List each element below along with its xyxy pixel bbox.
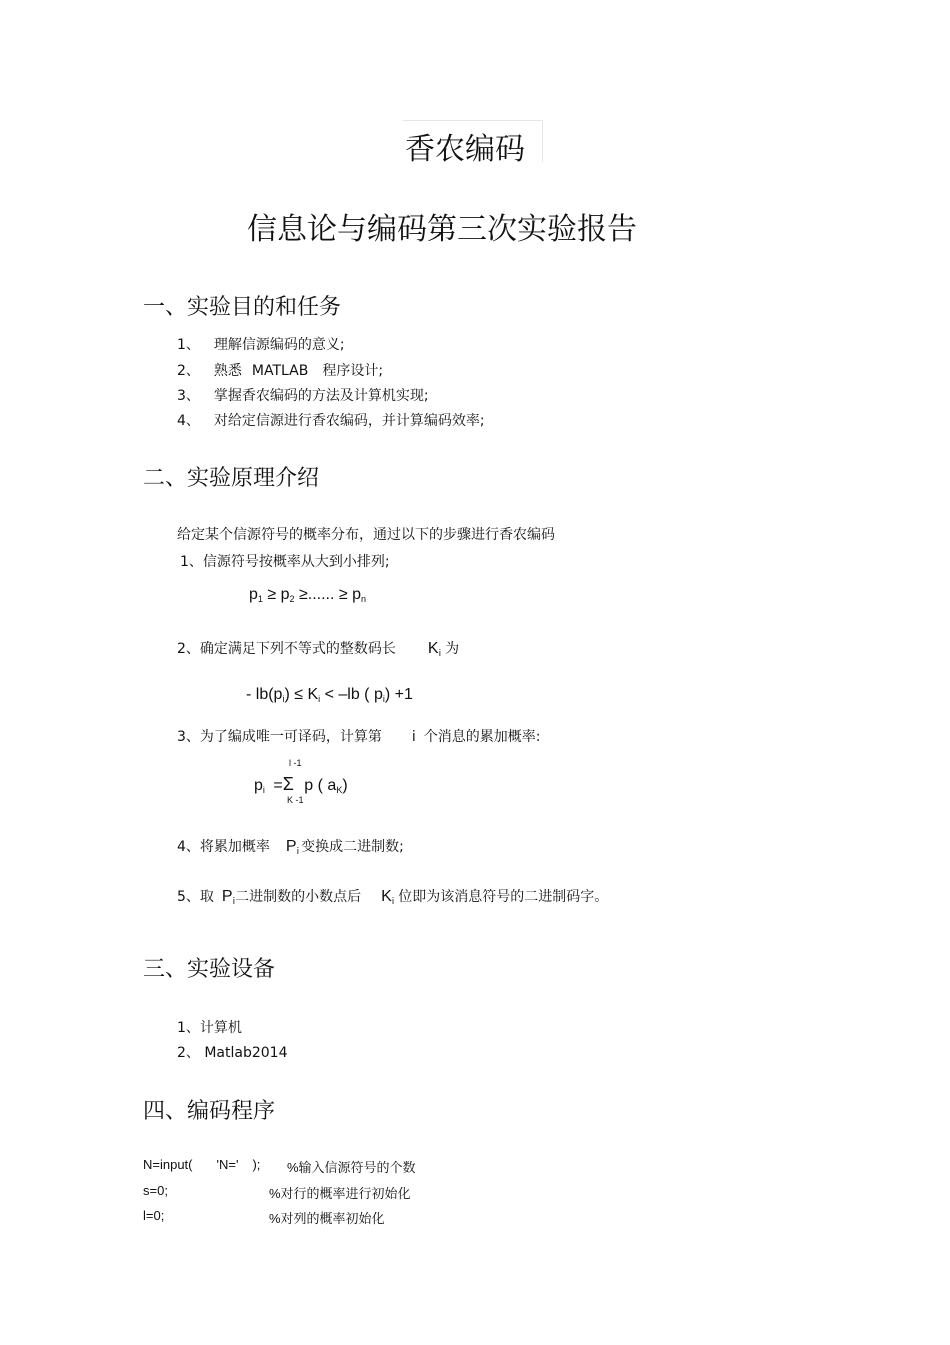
- code-line: N=input( 'N=' );: [143, 1157, 261, 1172]
- list-item: 2、 Matlab2014: [177, 1045, 288, 1061]
- code-comment: %对行的概率进行初始化: [269, 1186, 411, 1201]
- list-item: [177, 410, 485, 430]
- formula-code-length: - $lb(p_i) \le K_i < -lb$ ( $p_i) +1$: [246, 686, 413, 704]
- formula-ordering: $p_1 \ge p_2$ ≥...... ≥ $p_n$: [249, 586, 367, 604]
- section-heading-3: 三、实验设备: [143, 957, 276, 982]
- item-text: MATLAB: [251, 363, 309, 379]
- list-item: [177, 385, 429, 405]
- code-comment: %输入信源符号的个数: [287, 1160, 416, 1175]
- code-comment: %对列的概率初始化: [269, 1211, 385, 1226]
- list-item: [177, 334, 345, 354]
- sum-upper-limit: l -1: [289, 758, 302, 768]
- item-number: 3、: [177, 388, 200, 404]
- item-text: 熟悉: [213, 363, 242, 379]
- step-1: 1、信源符号按概率从大到小排列;: [180, 554, 390, 570]
- formula-cumulative: $p_i =\Sigma$ p ( $a_K$): [254, 774, 348, 795]
- code-line: s=0;: [143, 1183, 168, 1198]
- code-line: l=0;: [143, 1208, 165, 1223]
- item-text: 对给定信源进行香农编码，并计算编码效率;: [213, 413, 485, 429]
- step-2: 2、确定满足下列不等式的整数码长 $K_i$ 为: [177, 640, 460, 659]
- sum-lower-limit: K -1: [287, 795, 304, 805]
- step-4: 4、将累加概率 $P_i$ 变换成二进制数;: [177, 838, 404, 857]
- list-item: 1、计算机: [177, 1020, 242, 1036]
- item-number: 4、: [177, 413, 200, 429]
- section-heading-2: 二、实验原理介绍: [143, 466, 320, 491]
- sigma-symbol: Σ: [282, 774, 294, 794]
- list-item: [177, 360, 383, 380]
- doc-title: 香农编码: [405, 132, 525, 167]
- item-number: 2、: [177, 363, 200, 379]
- item-text: 程序设计;: [322, 363, 384, 379]
- item-number: 1、: [177, 337, 200, 353]
- item-text: 理解信源编码的意义;: [213, 337, 345, 353]
- step-3: 3、为了编成唯一可译码，计算第 i 个消息的累加概率:: [177, 729, 541, 745]
- item-text: 掌握香农编码的方法及计算机实现;: [213, 388, 429, 404]
- section-heading-1: 一、实验目的和任务: [143, 295, 342, 320]
- section-heading-4: 四、编码程序: [143, 1099, 276, 1124]
- step-5: 5、取 $P_i$二进制数的小数点后 $K_i$ 位即为该消息符号的二进制码字。: [177, 888, 609, 907]
- paragraph: 给定某个信源符号的概率分布，通过以下的步骤进行香农编码: [177, 527, 555, 543]
- doc-subtitle: 信息论与编码第三次实验报告: [247, 212, 637, 247]
